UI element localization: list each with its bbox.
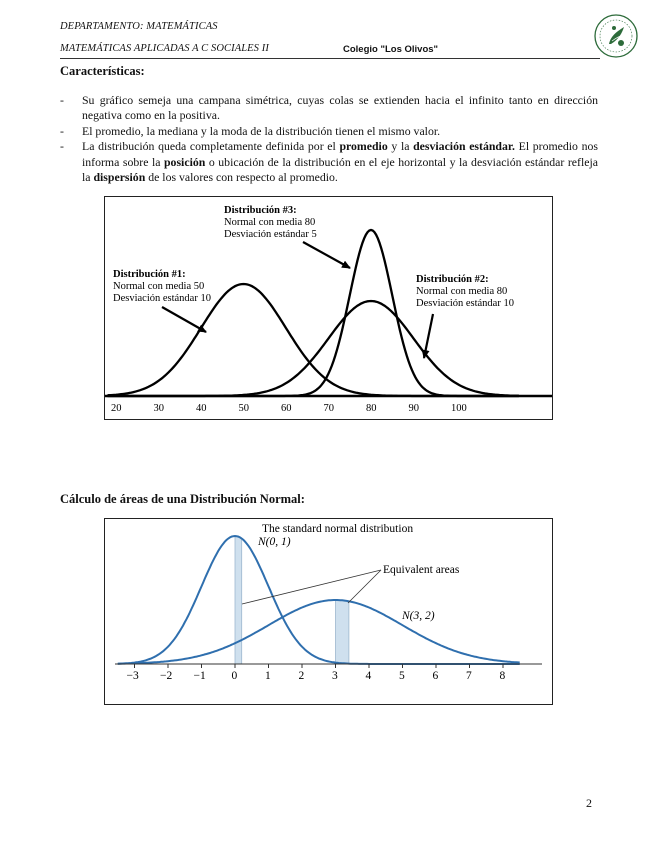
header-rule [60,58,600,59]
bullet-dash: - [60,93,64,107]
list-item [60,93,598,124]
bold-term: desviación estándar. [413,139,515,154]
x-tick-label: 100 [451,403,467,414]
arrow-dist3 [303,242,350,268]
department-header: DEPARTAMENTO: MATEMÁTICAS [60,21,218,32]
dist2-title: Distribución #2: [416,274,489,285]
bold-term: dispersión [93,170,146,185]
x-tick-label: −2 [160,670,173,682]
x-tick-label: 40 [196,403,207,414]
subject-header: MATEMÁTICAS APLICADAS A C SOCIALES II [60,43,269,54]
list-item [60,139,598,185]
section-title-calculo: Cálculo de áreas de una Distribución Normal: [60,492,305,506]
dist1-title: Distribución #1: [113,269,186,280]
x-tick-label: 20 [111,403,122,414]
text-run: y la [387,139,414,154]
characteristics-list [60,93,598,185]
text-run: Su gráfico semeja una campana simétrica, cuyas colas se extienden hacia el infinito tanto en dirección negativa como en la positiva. [82,93,598,123]
x-tick-label: 30 [153,403,164,414]
n01-label: N(0, 1) [258,536,291,548]
dist2-line2: Desviación estándar 10 [416,298,514,309]
x-tick-label: 50 [238,403,249,414]
list-item-text [82,93,598,124]
dist3-title: Distribución #3: [224,205,297,216]
arrow-dist1 [162,307,206,332]
x-tick-label: 70 [323,403,334,414]
text-run: El promedio nos informa sobre la [82,139,598,169]
dist3-line2: Desviación estándar 5 [224,229,317,240]
list-item-text [82,124,598,139]
x-tick-label: −3 [126,670,139,682]
bold-term: posición [164,154,206,169]
text-run: La distribución queda completamente definida por el [82,139,340,154]
x-tick-label: 5 [399,670,405,682]
school-name: Colegio "Los Olivos" [343,44,439,55]
page-number: 2 [586,796,592,810]
dist2-line1: Normal con media 80 [416,286,508,297]
arrow-dist2 [424,314,433,358]
x-tick-label: 1 [265,670,271,682]
dist3-line1: Normal con media 80 [224,217,316,228]
section-title-caracteristicas: Características: [60,64,145,78]
chart-distributions [105,197,552,419]
x-tick-label: 90 [408,403,419,414]
shaded-area-1 [235,536,242,664]
curve-n01 [118,536,520,664]
text-run: El promedio, la mediana y la moda de la distribución tienen el mismo valor. [82,123,441,138]
text-run: o ubicación de la distribución en el eje horizontal y la desviación estándar refleja la [82,154,598,185]
x-tick-label: 3 [332,670,338,682]
bullet-dash: - [60,139,64,154]
equivalent-areas-label: Equivalent areas [383,564,460,576]
x-tick-label: 8 [499,670,506,682]
chart-standard-normal-frame [104,518,553,705]
list-item [60,124,598,139]
x-tick-label: 0 [231,670,238,682]
x-tick-label: 80 [366,403,377,414]
n32-label: N(3, 2) [402,610,435,622]
chart-standard-normal [105,519,552,704]
chart2-title: The standard normal distribution [262,523,414,535]
chart-distributions-frame [104,196,553,420]
pointer-line-right [348,570,381,603]
x-tick-label: −1 [193,670,206,682]
list-item-text [82,139,598,185]
text-run: de los valores con respecto al promedio. [145,170,338,185]
dist1-line1: Normal con media 50 [113,281,205,292]
shaded-area-2 [336,600,349,664]
x-tick-label: 4 [365,670,372,682]
x-tick-label: 7 [466,670,472,682]
bold-term: promedio [339,139,388,154]
dist1-line2: Desviación estándar 10 [113,293,211,304]
x-tick-label: 2 [298,670,305,682]
curve-distribution-2 [108,301,519,396]
x-tick-label: 6 [432,670,439,682]
bullet-dash: - [60,123,64,138]
school-logo-icon [593,13,639,59]
x-tick-label: 60 [281,403,292,414]
